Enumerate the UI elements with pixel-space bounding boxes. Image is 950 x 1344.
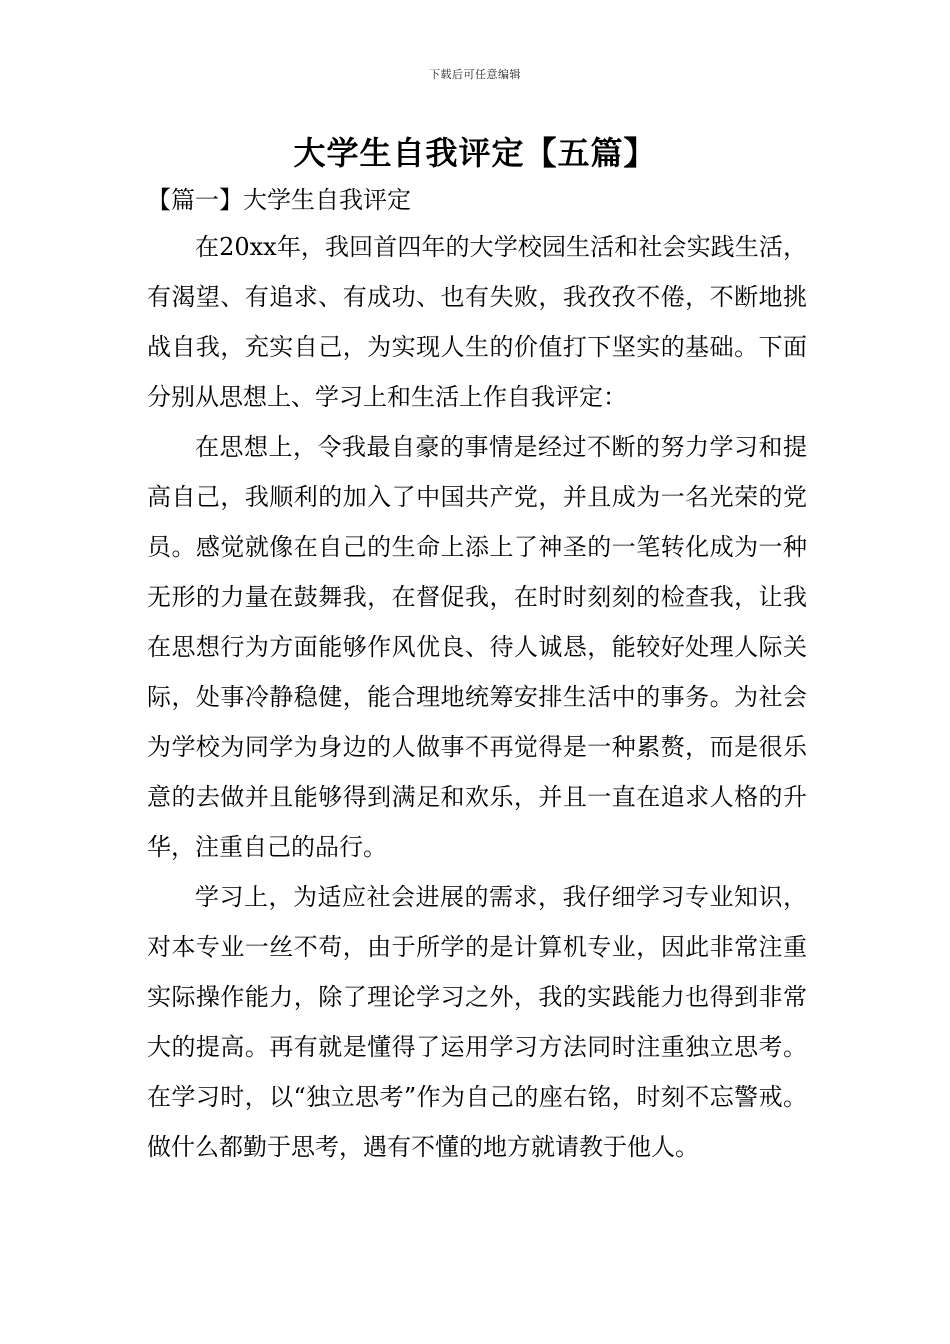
header-note: 下载后可任意编辑: [429, 68, 521, 81]
paragraph-ideology: 在思想上，令我最自豪的事情是经过不断的努力学习和提高自己，我顺利的加入了中国共产党，并且成为一名光荣的党员。感觉就像在自己的生命上添上了神圣的一笔转化成为一种无形的力量在鼓舞我，在督促我，在时时刻刻的检查我，让我在思想行为方面能够作风优良、待人诚恳，能较好处理人际关际，处事冷静稳健，能合理地统筹安排生活中的事务。为社会为学校为同学为身边的人做事不再觉得是一种累赘，而是很乐意的去做并且能够得到满足和欢乐，并且一直在追求人格的升华，注重自己的品行。: [147, 433, 807, 861]
paragraph-study: 学习上，为适应社会进展的需求，我仔细学习专业知识，对本专业一丝不苟，由于所学的是计算机专业，因此非常注重实际操作能力，除了理论学习之外，我的实践能力也得到非常大的提高。再有就是懂得了运用学习方法同时注重独立思考。在学习时，以“独立思考”作为自己的座右铭，时刻不忘警戒。做什么都勤于思考，遇有不懂的地方就请教于他人。: [147, 883, 807, 1161]
document-title: 大学生自我评定【五篇】: [293, 134, 657, 172]
paragraph-intro: 在20xx年，我回首四年的大学校园生活和社会实践生活，有渴望、有追求、有成功、也有失败，我孜孜不倦，不断地挑战自我，充实自己，为实现人生的价值打下坚实的基础。下面分别从思想上、学习上和生活上作自我评定：: [147, 233, 807, 411]
document-body: [147, 178, 807, 1172]
section-heading: 【篇一】大学生自我评定: [147, 186, 411, 214]
